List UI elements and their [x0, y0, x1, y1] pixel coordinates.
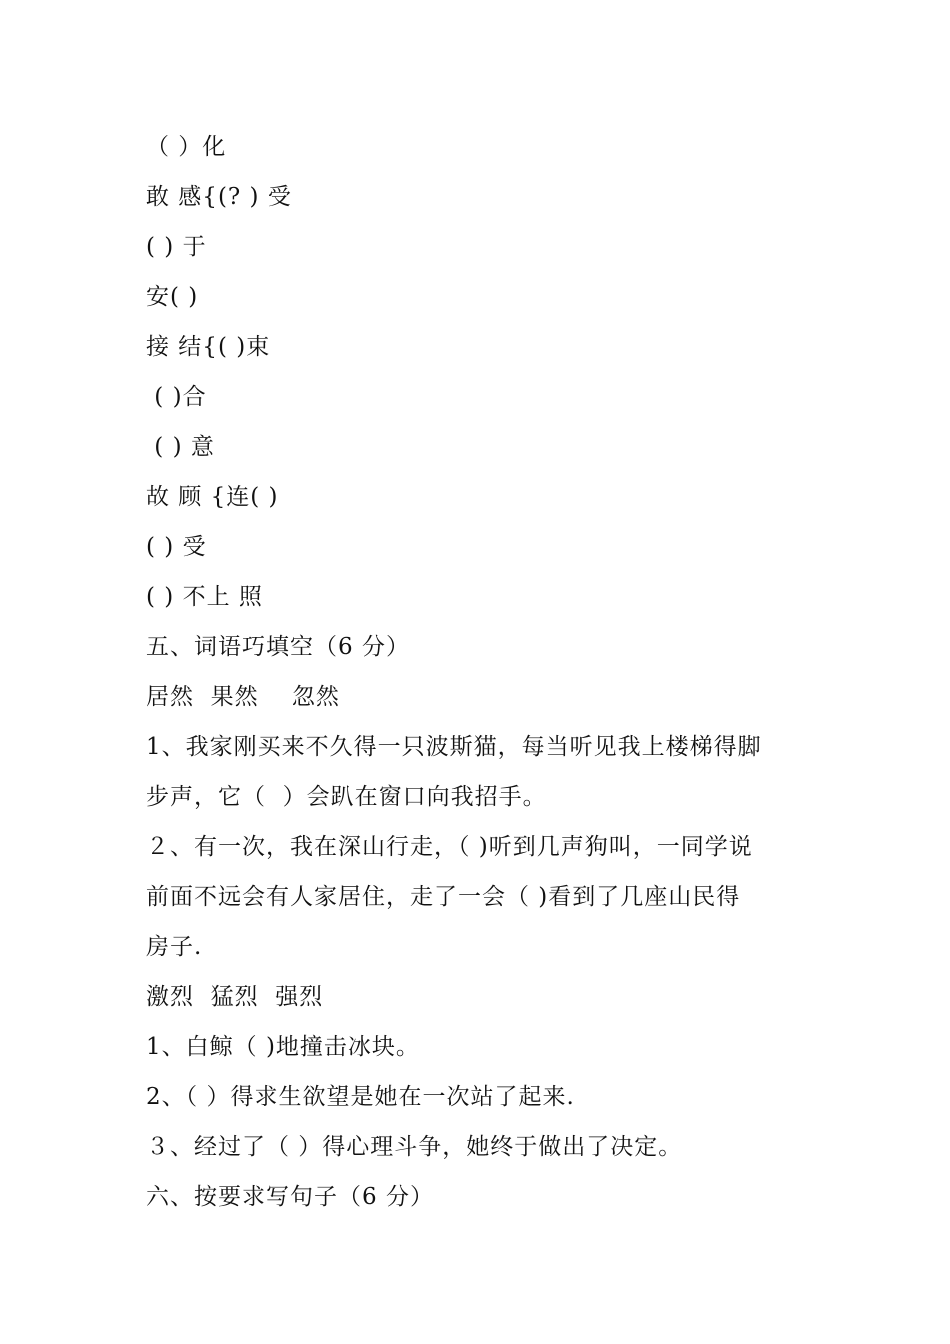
question-2-part-2: 前面不远会有人家居住，走了一会（ )看到了几座山民得 — [146, 884, 741, 910]
text-line-he: ( )合 — [146, 384, 207, 410]
text-line-gan: 敢 感{(? ) 受 — [146, 184, 292, 210]
text-line-yi: ( ) 意 — [146, 434, 215, 460]
question-2-part-1: ２、有一次，我在深山行走，（ )听到几声狗叫，一同学说 — [146, 834, 753, 860]
word-bank-ran: 居然 果然 忽然 — [146, 684, 340, 710]
text-line-hua: （ ）化 — [146, 134, 227, 160]
section-heading-six: 六、按要求写句子（6 分） — [146, 1184, 434, 1210]
section-heading-five: 五、词语巧填空（6 分） — [146, 634, 410, 660]
question-2-part-3: 房子. — [146, 934, 203, 960]
question-1-part-1: 1、我家刚买来不久得一只波斯猫，每当听见我上楼梯得脚 — [146, 734, 762, 760]
document-body — [146, 122, 826, 1222]
text-line-gu: 故 顾 {连( ) — [146, 484, 279, 510]
text-line-yu: ( ) 于 — [146, 234, 207, 260]
text-line-shou: ( ) 受 — [146, 534, 207, 560]
question-lie-3: ３、经过了（ ）得心理斗争，她终于做出了决定。 — [146, 1134, 683, 1160]
text-line-zhao: ( ) 不上 照 — [146, 584, 263, 610]
question-lie-1: 1、白鲸（ )地撞击冰块。 — [146, 1034, 420, 1060]
word-bank-lie: 激烈 猛烈 强烈 — [146, 984, 324, 1010]
text-line-an: 安( ) — [146, 284, 199, 310]
text-line-jie: 接 结{( )束 — [146, 334, 271, 360]
question-lie-2: 2、（ ）得求生欲望是她在一次站了起来. — [146, 1084, 575, 1110]
question-1-part-2: 步声，它（ ）会趴在窗口向我招手。 — [146, 784, 547, 810]
